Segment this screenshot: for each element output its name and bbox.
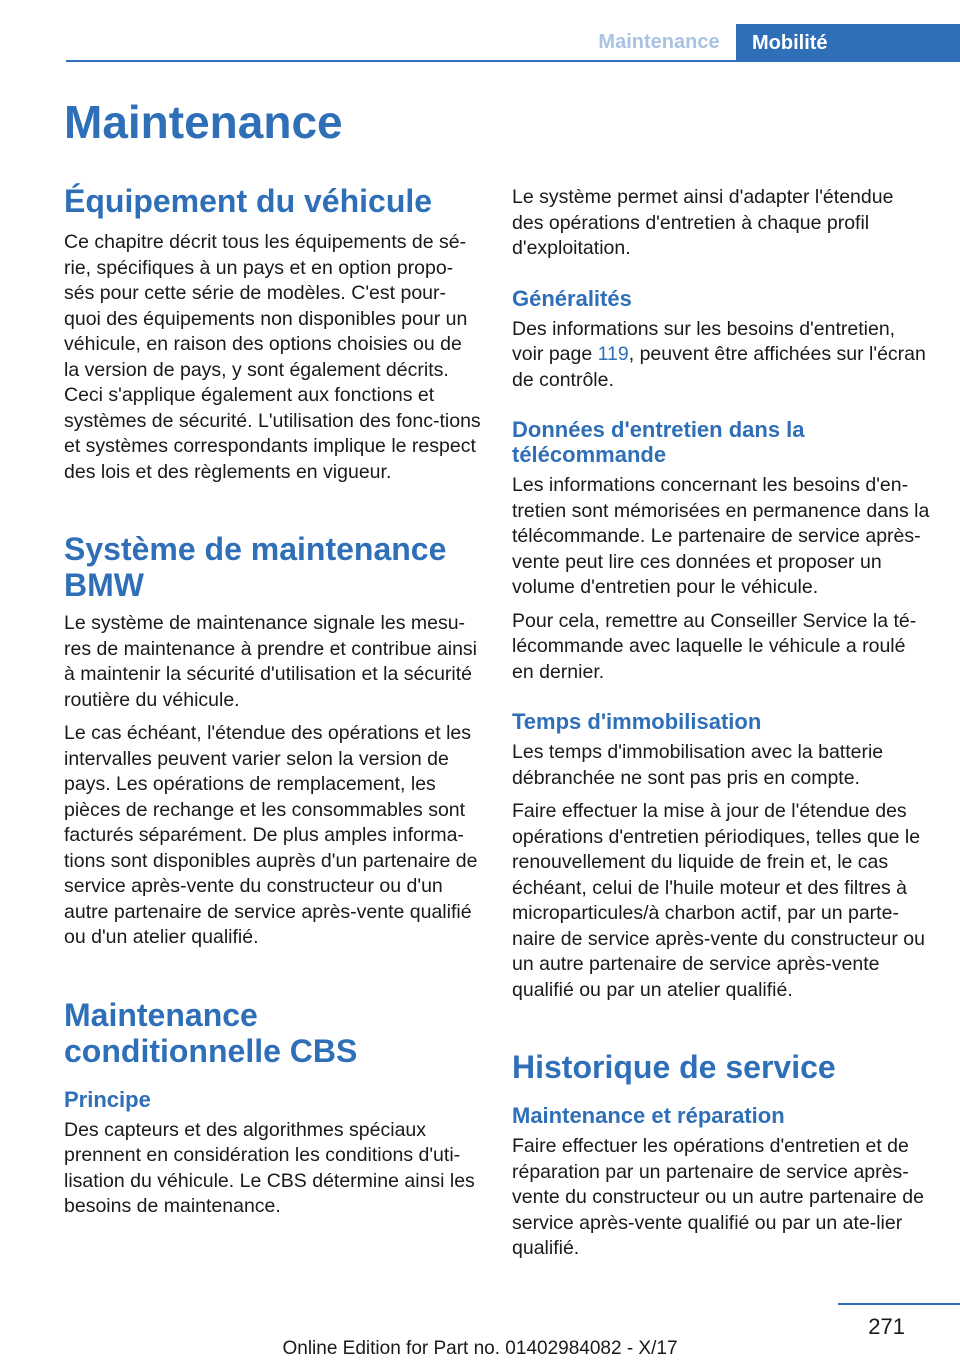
section-title-systeme-maintenance: Système de maintenance BMW: [64, 531, 447, 603]
subsection-title-donnees-telecommande: Données d'entretien dans la télécommande: [512, 417, 805, 467]
paragraph-donnees-2: Pour cela, remettre au Conseiller Service la té-lécommande avec laquelle le véhicule a roulé en dernier.: [512, 609, 917, 683]
left-column: [64, 183, 482, 1220]
paragraph-maintenance-reparation: Faire effectuer les opérations d'entretien et de réparation par un partenaire de service après-vente du constructeur ou un autre partenaire de service après-vente qualifié ou par un ate-lier qualifié.: [512, 1135, 924, 1259]
subsection-title-principe: Principe: [64, 1086, 151, 1112]
page-number: 271: [868, 1314, 905, 1339]
header-tab-mobilite[interactable]: Mobilité: [736, 24, 960, 62]
section-title-historique: Historique de service: [512, 1049, 836, 1085]
right-column: [512, 183, 930, 1262]
generalites-text-before: Des informations sur les besoins d'entretien, voir page: [512, 317, 896, 365]
header-tab-maintenance[interactable]: Maintenance: [598, 31, 720, 53]
paragraph-adaptation: Le système permet ainsi d'adapter l'étendue des opérations d'entretien à chaque profil d'exploitation.: [512, 186, 894, 259]
paragraph-donnees-1: Les informations concernant les besoins d'en-tretien sont mémorisées en permanence dans la télécommande. Le partenaire de service après-vente peut lire ces données et proposer un volume d'entretien pour le véhicule.: [512, 474, 930, 598]
generalites-text-after: , peuvent être affichées sur l'écran de contrôle.: [512, 343, 926, 391]
subsection-title-temps-immobilisation: Temps d'immobilisation: [512, 709, 762, 734]
page-title: Maintenance: [64, 96, 343, 148]
paragraph-equipement: Ce chapitre décrit tous les équipements de sé-rie, spécifiques à un pays et en option propo-sés pour cette série de modèles. C'est pour-quoi des équipements non disponibles pour un véhicule, en raison des options choisies ou de la version de pays, y sont également décrits. Ceci s'applique également aux fonctions et systèmes de sécurité. L'utilisation des fonc-tions et systèmes correspondants implique le respect des lois et des règlements en vigueur.: [64, 231, 481, 483]
page-reference-link[interactable]: 119: [597, 343, 629, 365]
section-title-equipement: Équipement du véhicule: [64, 183, 433, 219]
paragraph-systeme-1: Le système de maintenance signale les mesu-res de maintenance à prendre et contribue ainsi à maintenir la sécurité d'utilisation et la sécurité routière du véhicule.: [64, 612, 478, 711]
footer-rule: [838, 1303, 960, 1305]
subsection-title-generalites: Généralités: [512, 285, 632, 311]
section-title-cbs: Maintenance conditionnelle CBS: [64, 996, 358, 1069]
footer-edition-text: Online Edition for Part no. 01402984082 - X/17: [282, 1338, 678, 1359]
paragraph-principe: Des capteurs et des algorithmes spéciaux prennent en considération les conditions d'uti-lisation du véhicule. Le CBS détermine ainsi les besoins de maintenance.: [64, 1118, 475, 1217]
paragraph-temps-2: Faire effectuer la mise à jour de l'étendue des opérations d'entretien périodiques, telles que le renouvellement du liquide de frein et, le cas échéant, celui de l'huile moteur et des filtres à microparticules/à charbon actif, par un parte-naire de service après-vente du constructeur ou un autre partenaire de service après-vente qualifié ou par un atelier qualifié.: [512, 800, 925, 1001]
paragraph-generalites: [512, 317, 930, 394]
subsection-title-maintenance-reparation: Maintenance et réparation: [512, 1103, 785, 1128]
paragraph-temps-1: Les temps d'immobilisation avec la batterie débranchée ne sont pas pris en compte.: [512, 741, 884, 789]
paragraph-systeme-2: Le cas échéant, l'étendue des opérations et les intervalles peuvent varier selon la version de pays. Les opérations de remplacement, les pièces de rechange et les consommables sont facturés séparément. De plus amples informa-tions sont disponibles auprès d'un partenaire de service après-vente du constructeur ou d'un autre partenaire de service après-vente qualifié ou d'un atelier qualifié.: [64, 722, 478, 948]
